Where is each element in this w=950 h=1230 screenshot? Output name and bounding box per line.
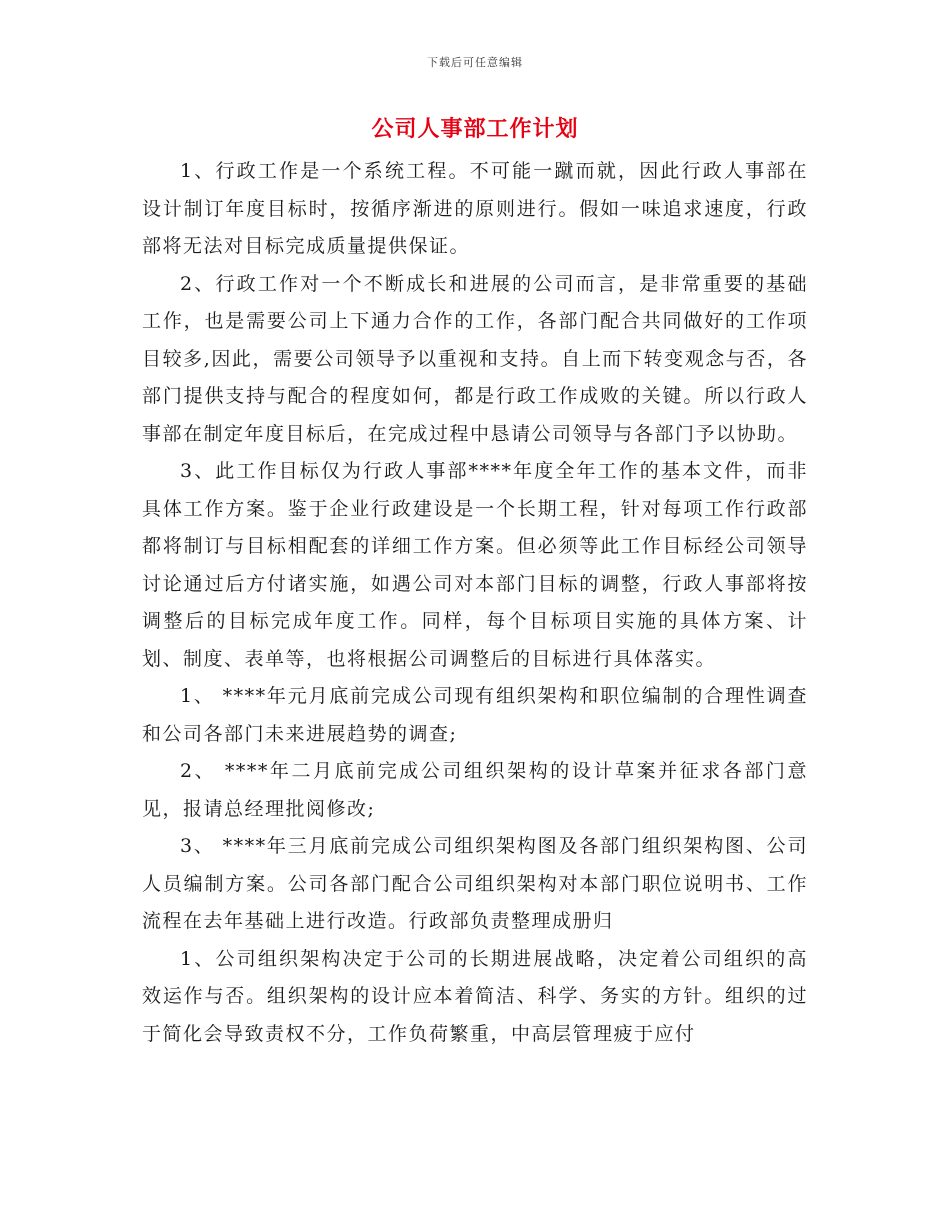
paragraph-1: 1、行政工作是一个系统工程。不可能一蹴而就，因此行政人事部在设计制订年度目标时，按循序渐进的原则进行。假如一味追求速度，行政部将无法对目标完成质量提供保证。 <box>142 160 808 257</box>
paragraph-2: 2、行政工作对一个不断成长和进展的公司而言，是非常重要的基础工作，也是需要公司上下通力合作的工作，各部门配合共同做好的工作项目较多,因此，需要公司领导予以重视和支持。自上而下转变观念与否，各部门提供支持与配合的程度如何，都是行政工作成败的关键。所以行政人事部在制定年度目标后，在完成过程中恳请公司领导与各部门予以协助。 <box>142 272 808 445</box>
paragraph-3: 3、此工作目标仅为行政人事部****年度全年工作的基本文件，而非具体工作方案。鉴于企业行政建设是一个长期工程，针对每项工作行政部都将制订与目标相配套的详细工作方案。但必须等此工作目标经公司领导讨论通过后方付诸实施，如遇公司对本部门目标的调整，行政人事部将按调整后的目标完成年度工作。同样，每个目标项目实施的具体方案、计划、制度、表单等，也将根据公司调整后的目标进行具体落实。 <box>142 460 808 670</box>
paragraph-4: 1、 ****年元月底前完成公司现有组织架构和职位编制的合理性调查和公司各部门未来进展趋势的调查; <box>142 685 808 745</box>
paragraph-7: 1、公司组织架构决定于公司的长期进展战略，决定着公司组织的高效运作与否。组织架构的设计应本着简洁、科学、务实的方针。组织的过于简化会导致责权不分，工作负荷繁重，中高层管理疲于应付 <box>142 947 808 1045</box>
page-header-note: 下载后可任意编辑 <box>427 56 523 69</box>
document-body <box>142 153 808 1053</box>
paragraph-6: 3、 ****年三月底前完成公司组织架构图及各部门组织架构图、公司人员编制方案。公司各部门配合公司组织架构对本部门职位说明书、工作流程在去年基础上进行改造。行政部负责整理成册归 <box>142 835 808 932</box>
paragraph-5: 2、 ****年二月底前完成公司组织架构的设计草案并征求各部门意见，报请总经理批阅修改; <box>142 760 808 820</box>
document-title: 公司人事部工作计划 <box>371 116 579 142</box>
